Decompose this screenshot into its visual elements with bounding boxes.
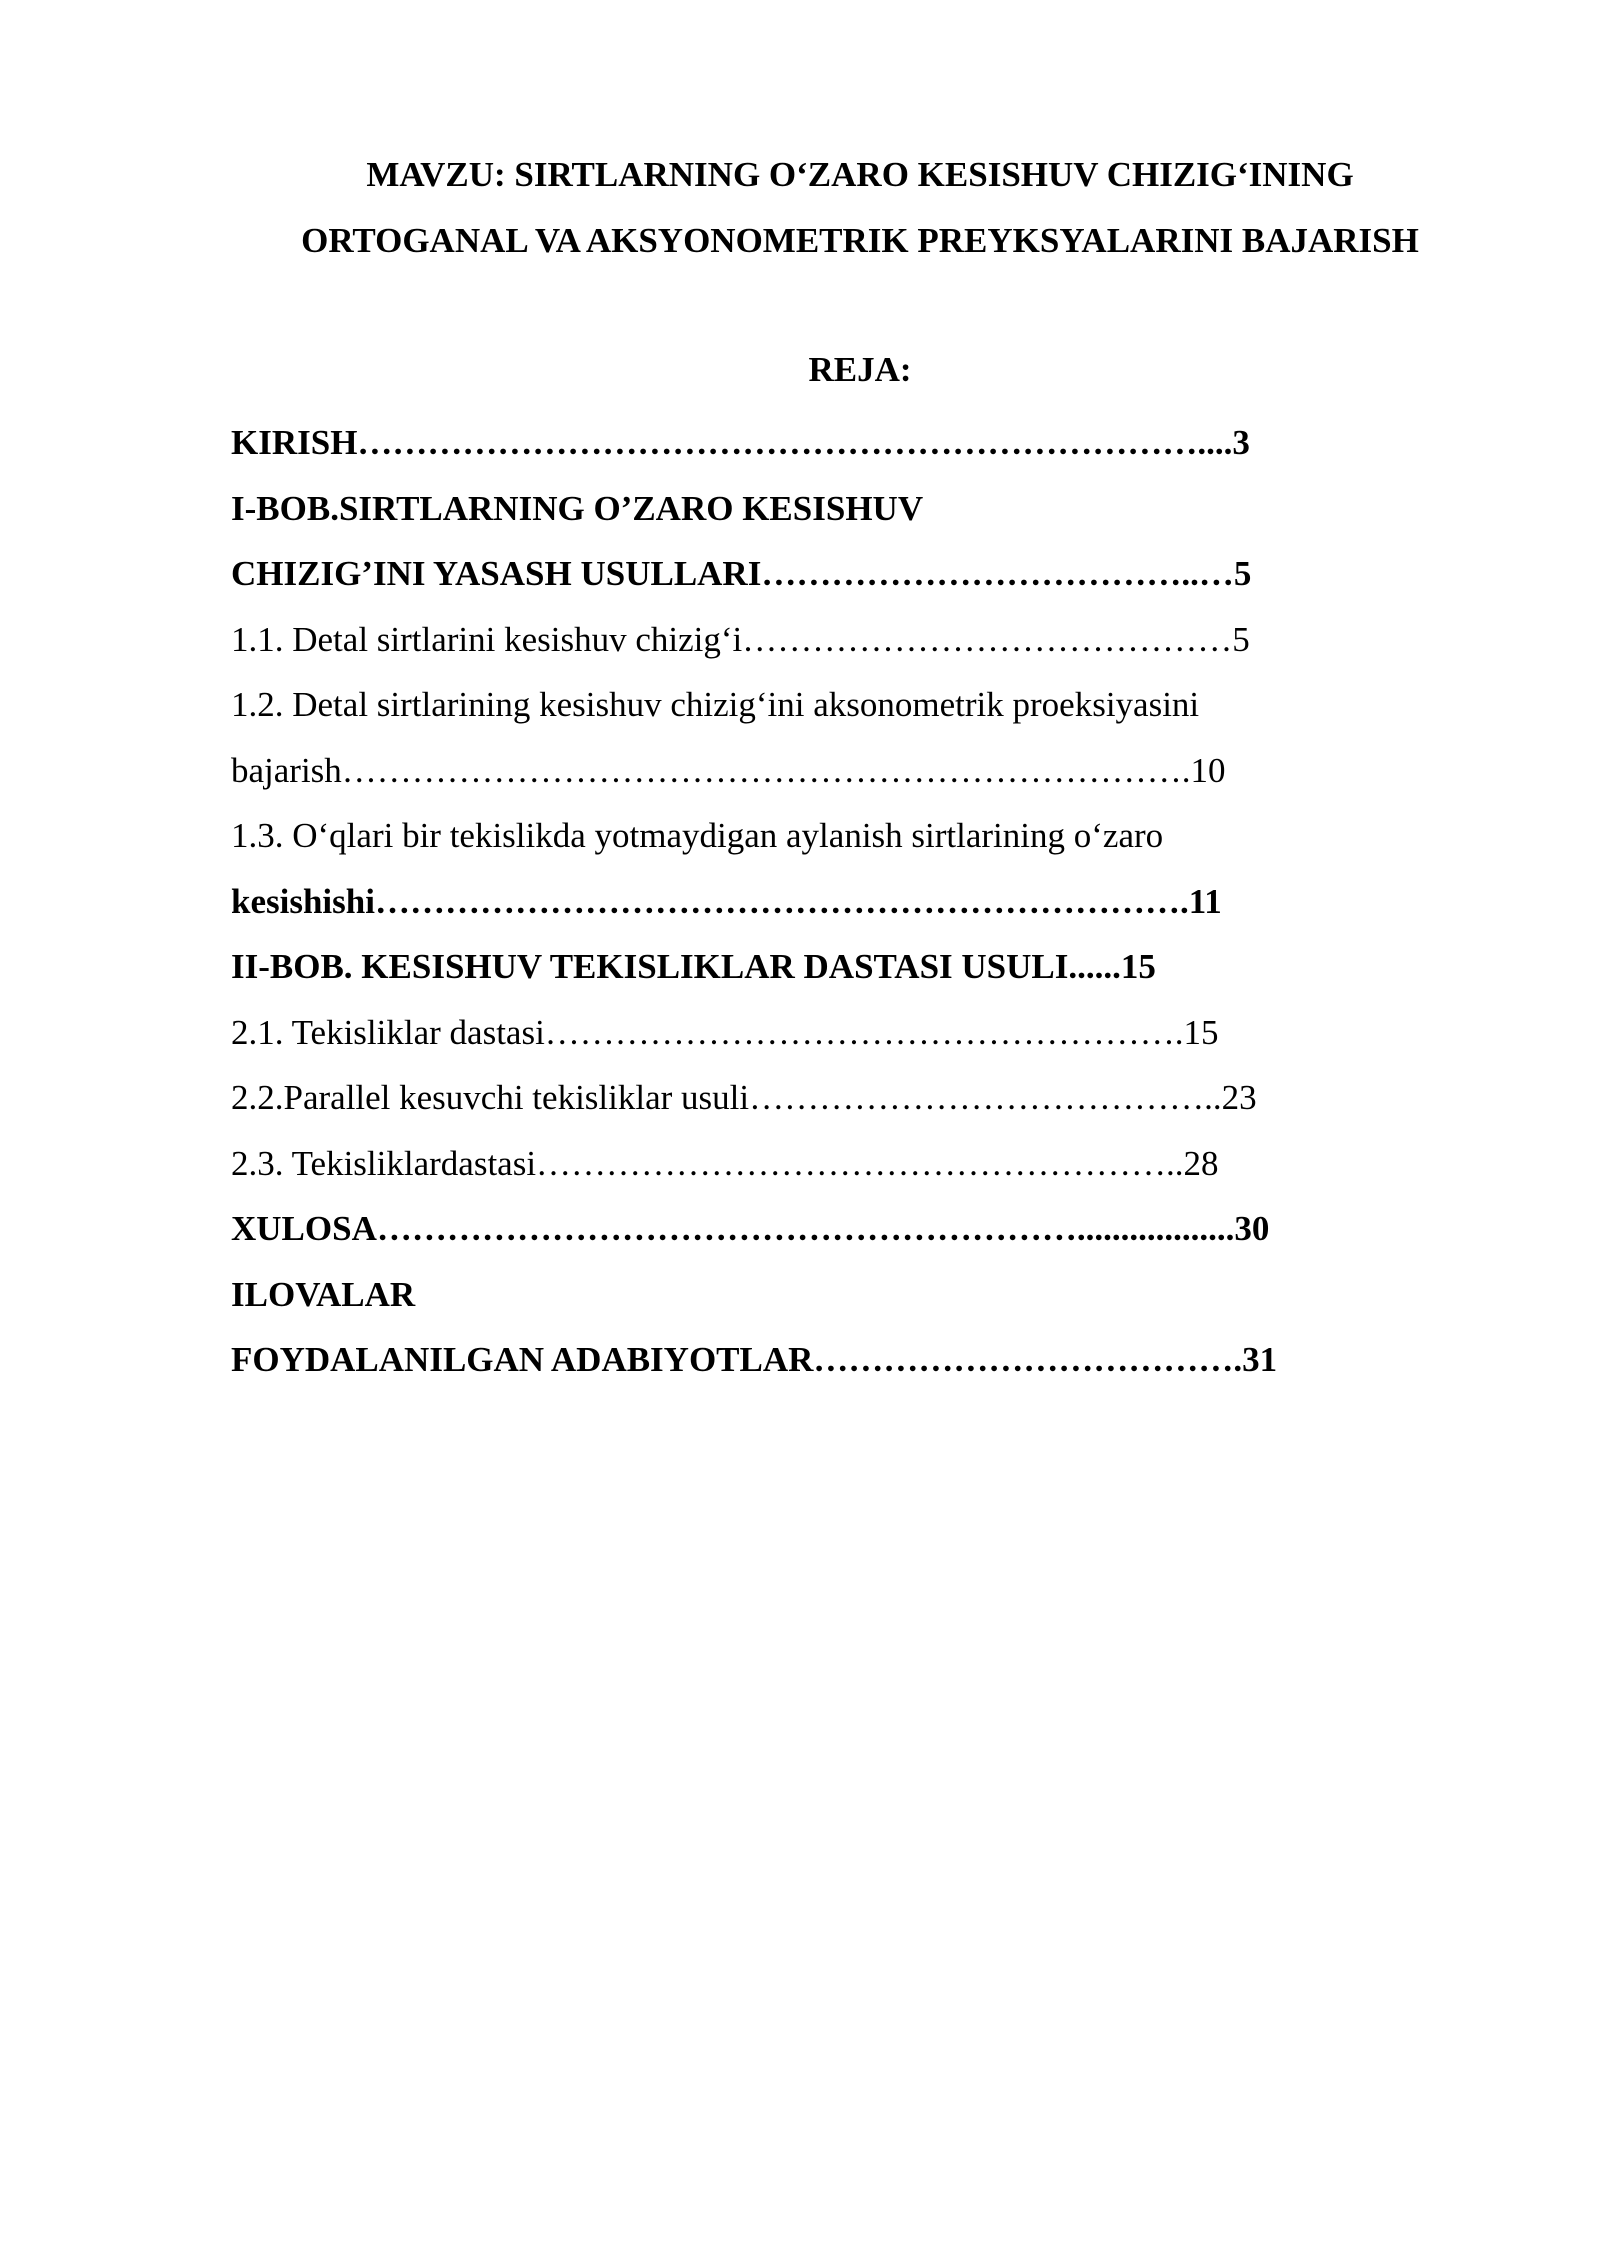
toc-line: 2.1. Tekisliklar dastasi……………………………………………….15 [231, 1012, 1219, 1052]
toc-line: kesishishi…………………………………………………………….11 [231, 881, 1222, 921]
toc-line: 1.2. Detal sirtlarining kesishuv chizig‘ini aksonometrik proeksiyasini [231, 685, 1200, 724]
title-line: MAVZU: SIRTLARNING O‘ZARO KESISHUV CHIZIG‘INING [366, 155, 1354, 194]
toc-line: 1.1. Detal sirtlarini kesishuv chizig‘i……………………………………5 [231, 619, 1250, 659]
toc-line: 2.2.Parallel kesuvchi tekisliklar usuli…………………………………..23 [231, 1078, 1257, 1117]
toc-line: bajarish……………………………………………………………….10 [231, 750, 1226, 790]
toc-line: I-BOB.SIRTLARNING O’ZARO KESISHUV [231, 488, 924, 528]
toc-line: 1.3. O‘qlari bir tekislikda yotmaydigan aylanish sirtlarining o‘zaro [231, 816, 1164, 855]
document-title [160, 142, 1560, 274]
plan-heading: REJA: [808, 350, 912, 389]
toc-line: KIRISH………………………………………………………………....3 [231, 423, 1250, 462]
toc-line: CHIZIG’INI YASASH USULLARI………………………………..…5 [231, 554, 1252, 593]
toc-line: FOYDALANILGAN ADABIYOTLAR……………………………….31 [231, 1340, 1278, 1379]
title-line: ORTOGANAL VA AKSYONOMETRIK PREYKSYALARINI BAJARISH [301, 221, 1419, 260]
table-of-contents [231, 410, 1411, 1393]
toc-line: 2.3. Tekisliklardastasi………………………………………………..28 [231, 1143, 1219, 1183]
toc-line: II-BOB. KESISHUV TEKISLIKLAR DASTASI USULI......15 [231, 947, 1156, 986]
toc-line: XULOSA……………………………………………………..................30 [231, 1209, 1270, 1248]
toc-line: ILOVALAR [231, 1274, 416, 1314]
